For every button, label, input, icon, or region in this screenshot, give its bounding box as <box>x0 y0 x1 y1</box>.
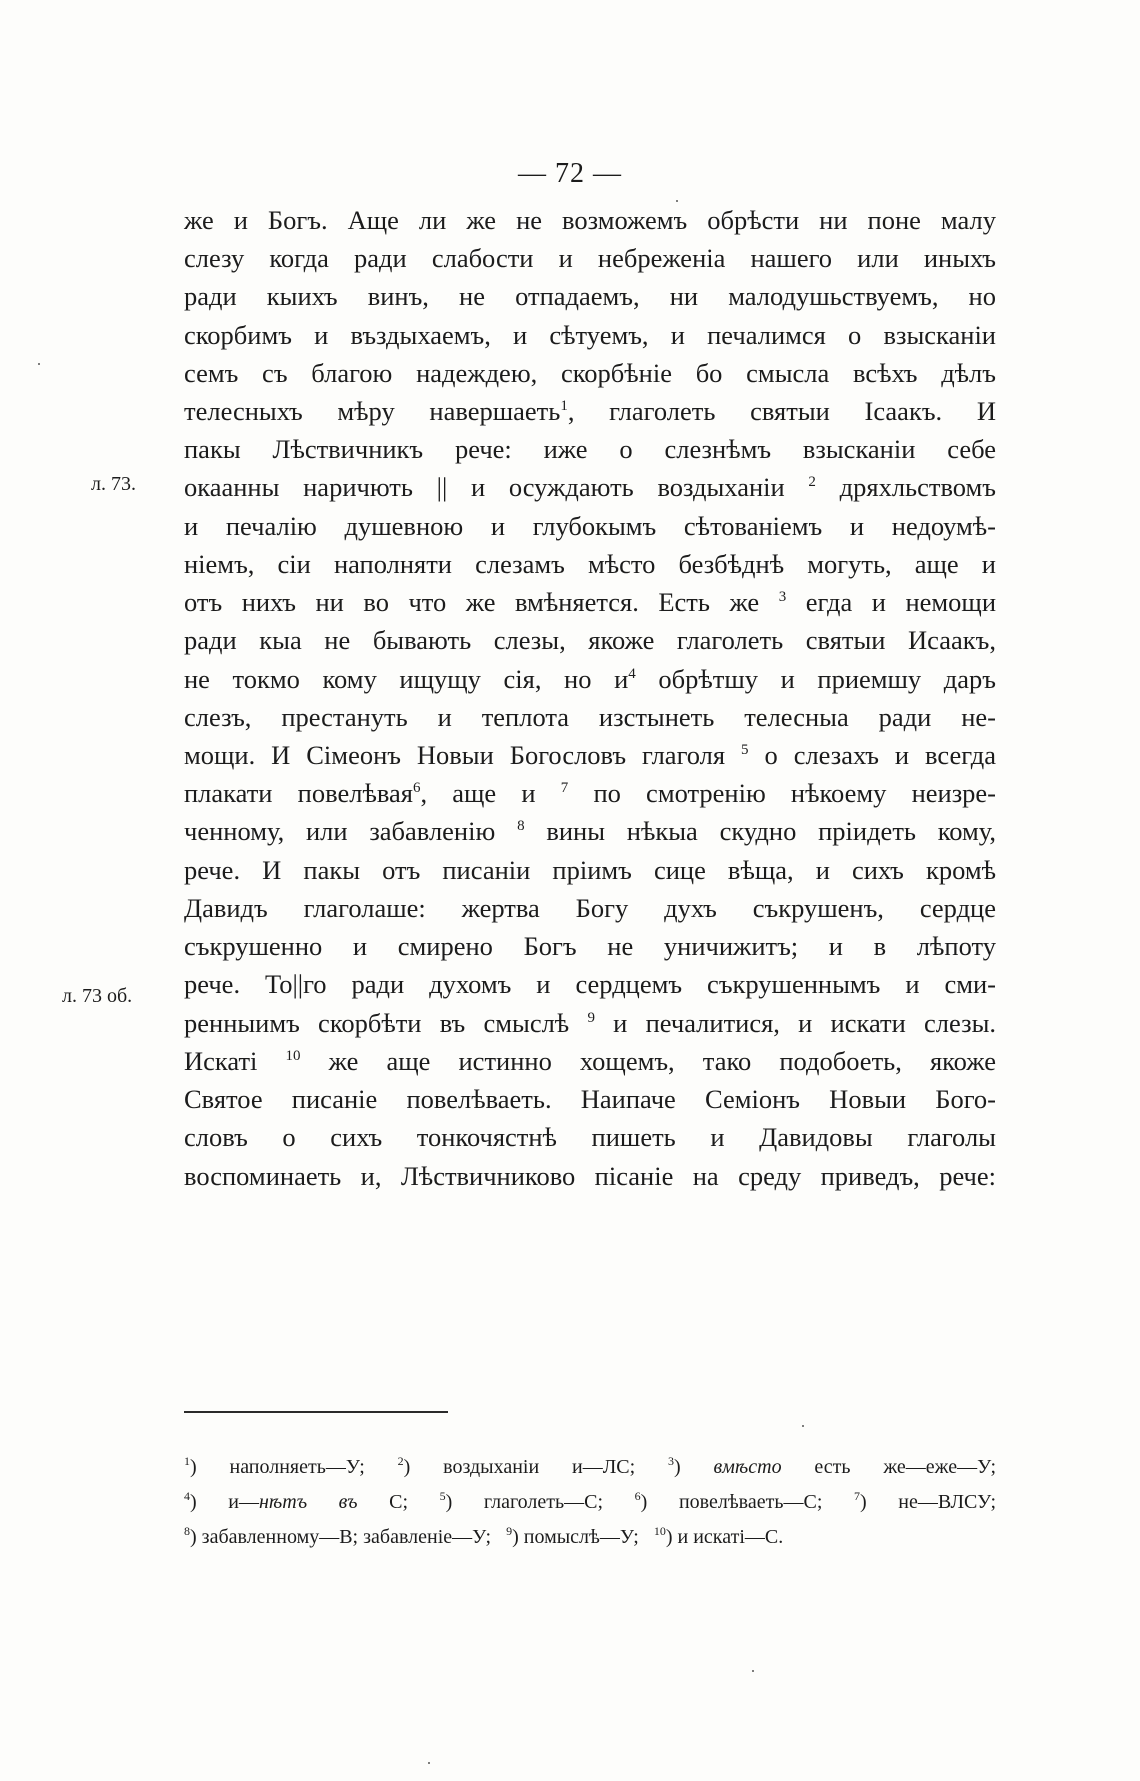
margin-note-folio-73-verso: л. 73 об. <box>62 985 133 1007</box>
footnote-ref: 7 <box>560 780 569 796</box>
text-line: ченному, или забавленію $^8$ вины нѣкыа скудно пріидеть кому, <box>184 816 997 846</box>
scan-speck <box>802 1425 804 1427</box>
footnotes-line-2: $^4$) и—нѣтъ въ С; $^5$) глаголеть—С; $^6$) повелѣваеть—С; $^7$) не—ВЛСУ; <box>184 1489 997 1513</box>
footnote-ref: 9 <box>587 1010 595 1026</box>
footnotes-line-1: $^1$) наполняеть—У; $^2$) воздыханіи и—ЛС; $^3$) вмѣсто есть же—еже—У; <box>184 1454 997 1478</box>
page-number: — 72 — <box>518 158 622 189</box>
scan-speck <box>676 200 678 202</box>
text-line: слезу когда ради слабости и небреженіа нашего или иныхъ <box>184 243 996 273</box>
text-line: Давидъ глаголаше: жертва Богу духъ съкрушенъ, сердце <box>184 893 996 923</box>
text-line: и печалію душевною и глубокымъ сѣтованіемъ и недоумѣ- <box>184 511 996 541</box>
footnote-ref: 8 <box>517 818 525 834</box>
text-line: пакы Лѣствичникъ рече: иже о слезнѣмъ взысканіи себе <box>184 434 996 464</box>
text-line: семъ съ благою надеждею, скорбѣніе бо смысла всѣхъ дѣлъ <box>184 358 996 388</box>
text-line: Святое писаніе повелѣваеть. Наипаче Семіонъ Новыи Бого- <box>184 1084 996 1114</box>
footnote-divider <box>184 1411 448 1413</box>
text-line: окаанны наричють || и осуждають воздыханіи $^2$ дряхльствомъ <box>184 472 997 502</box>
footnote-ref: 6 <box>412 780 421 796</box>
footnotes-line-3: $^8$) забавленному—В; забавленіе—У; $^9$) помыслѣ—У; $^{10}$) и искаті—С. <box>184 1524 784 1548</box>
footnote-ref: 1 <box>560 398 568 414</box>
text-line: отъ нихъ ни во что же вмѣняется. Есть же $^3$ егда и немощи <box>184 587 997 617</box>
text-line: же и Богъ. Аще ли же не возможемъ обрѣсти ни поне малу <box>184 205 996 235</box>
scan-speck <box>428 1762 430 1764</box>
margin-note-folio-73: л. 73. <box>91 473 136 495</box>
text-line: мощи. И Сімеонъ Новыи Богословъ глаголя $^5$ о слезахъ и всегда <box>184 740 997 770</box>
text-line: рече. И пакы отъ писаніи пріимъ сице вѣща, и сихъ кромѣ <box>184 855 996 885</box>
footnote-ref: 5 <box>741 742 749 758</box>
text-line: рече. То||го ради духомъ и сердцемъ съкрушеннымъ и сми- <box>184 969 996 999</box>
text-line: ради кыихъ винъ, не отпадаемъ, ни малодушьствуемъ, но <box>184 281 996 311</box>
text-line: скорбимъ и въздыхаемъ, и сѣтуемъ, и печалимся о взысканіи <box>184 320 996 350</box>
footnote-ref: 3 <box>778 589 787 605</box>
text-line: плакати повелѣвая$^6$, аще и $^7$ по смотренію нѣкоему неизре- <box>184 778 996 808</box>
text-line: телесныхъ мѣру навершаеть$^1$, глаголеть святыи Ісаакъ. И <box>184 396 996 426</box>
text-line: слезъ, престануть и теплота изстынеть телесныа ради не- <box>184 702 996 732</box>
scan-speck <box>38 363 40 365</box>
footnote-ref: 4 <box>628 666 636 682</box>
text-line: Искаті $^{10}$ же аще истинно хощемъ, тако подобоеть, якоже <box>184 1046 996 1076</box>
text-line: съкрушенно и смирено Богъ не уничижитъ; и в лѣпоту <box>184 931 996 961</box>
text-line: воспоминаеть и, Лѣствичниково пісаніе на среду приведъ, рече: <box>184 1161 996 1191</box>
scan-speck <box>752 1670 754 1672</box>
text-line: ренныимъ скорбѣти въ смыслѣ $^9$ и печалитися, и искати слезы. <box>184 1008 997 1038</box>
text-line: ради кыа не бывають слезы, якоже глаголеть святыи Исаакъ, <box>184 625 996 655</box>
footnote-ref: 2 <box>808 474 816 490</box>
footnote-ref: 10 <box>285 1048 301 1064</box>
text-line: не токмо кому ищущу сія, но $и^4$ обрѣтшу и приемшу даръ <box>184 664 996 694</box>
text-line: словъ о сихъ тонкочястнѣ пишеть и Давидовы глаголы <box>184 1122 996 1152</box>
text-line: ніемъ, сіи наполняти слезамъ мѣсто безбѣднѣ могуть, аще и <box>184 549 996 579</box>
